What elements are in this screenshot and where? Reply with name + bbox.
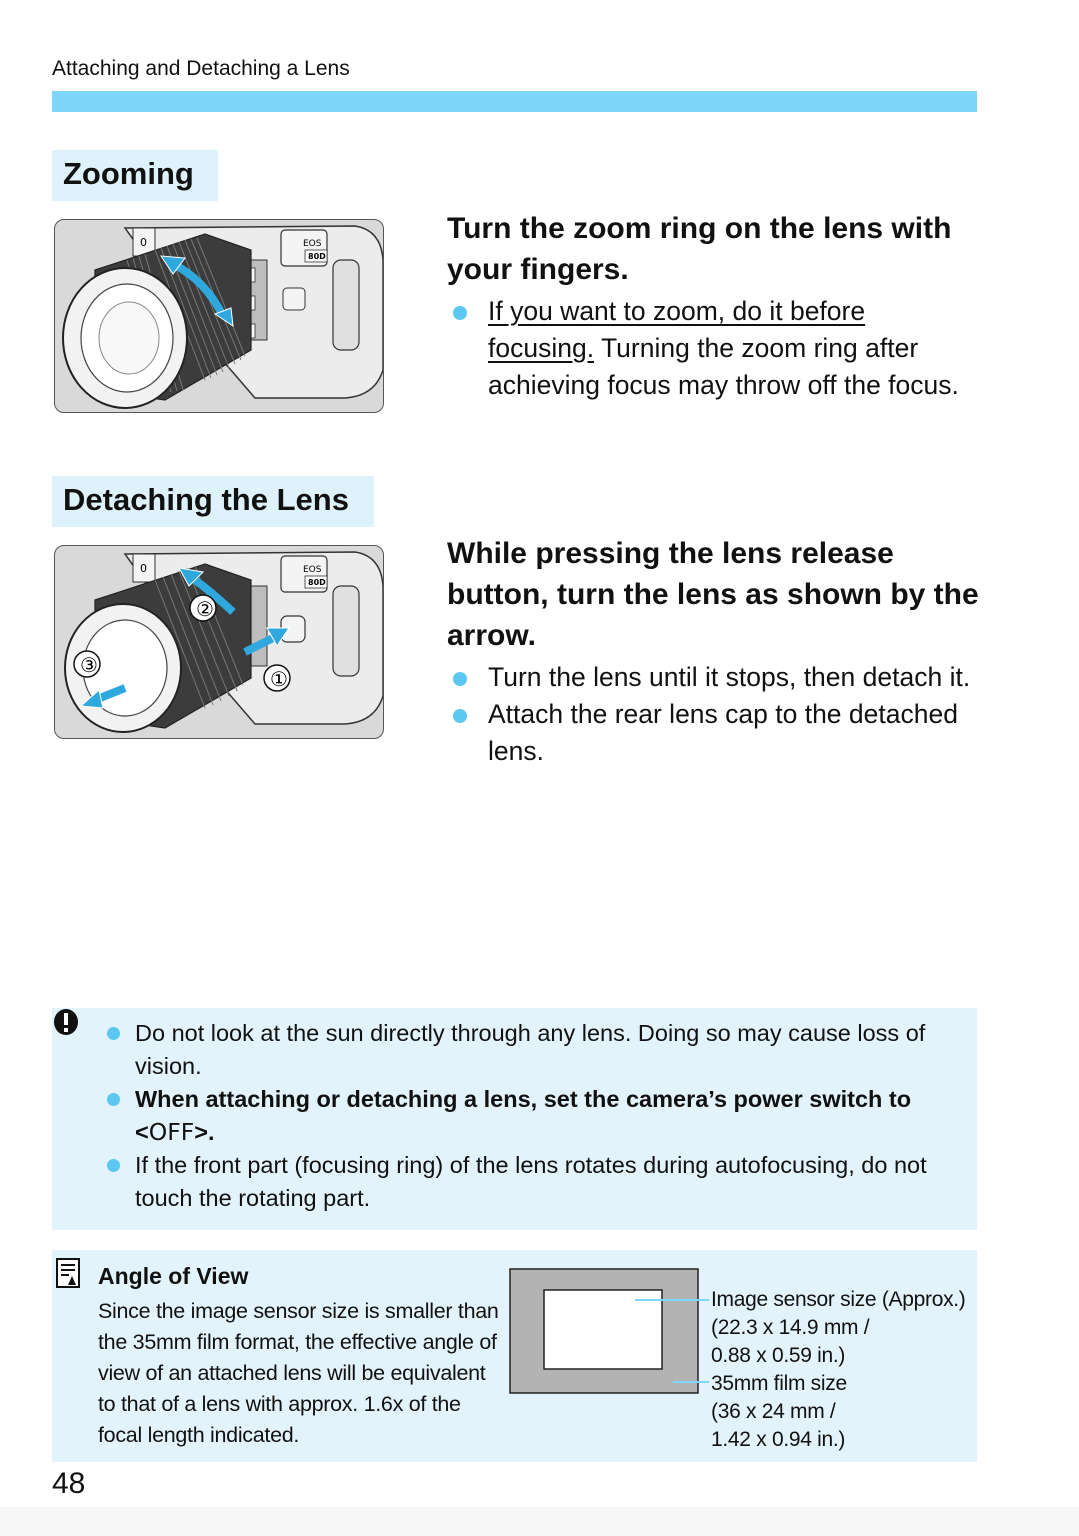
memo-icon: [56, 1258, 82, 1290]
sensor-size-dims-mm: (22.3 x 14.9 mm /: [711, 1316, 870, 1339]
power-off-symbol: OFF: [148, 1118, 195, 1146]
camera-model: 80D: [308, 252, 326, 261]
note-body: Since the image sensor size is smaller than the 35mm film format, the effective angle of view of an attached lens will be equivalent to that of a lens with approx. 1.6x of the focal length indicated.: [98, 1299, 499, 1447]
list-item: [447, 696, 972, 770]
caution-bullet-list: [52, 1017, 957, 1215]
callout-label-3: ③: [80, 653, 98, 677]
bullet-dot-icon: [453, 306, 467, 320]
mode-dial-label: 0: [140, 236, 147, 249]
zoom-step-title: Turn the zoom ring on the lens with your fingers.: [447, 212, 952, 286]
mode-dial-label: 0: [140, 562, 147, 575]
zoom-bullet-underlined: If you want to zoom, do it before focusing.: [488, 296, 866, 363]
caution-bullet-text: Do not look at the sun directly through any lens. Doing so may cause loss of vision.: [135, 1020, 926, 1079]
zoom-illustration: [54, 219, 384, 413]
zoom-bullet-list: [447, 293, 972, 404]
list-item: [447, 293, 972, 404]
film-size-label: 35mm film size: [711, 1372, 847, 1395]
caution-bullet-text: If the front part (focusing ring) of the lens rotates during autofocusing, do not touch the rotating part.: [135, 1152, 927, 1211]
detach-bullet-text: Turn the lens until it stops, then detach it.: [488, 662, 971, 692]
film-size-dims-mm: (36 x 24 mm /: [711, 1400, 836, 1423]
detach-bullet-list: [447, 659, 972, 770]
bullet-dot-icon: [107, 1093, 120, 1106]
note-title: Angle of View: [98, 1263, 249, 1289]
camera-brand: EOS: [303, 239, 322, 249]
camera-model: 80D: [308, 578, 326, 587]
header-rule: [52, 91, 977, 112]
bullet-dot-icon: [107, 1027, 120, 1040]
callout-label-1: ①: [270, 667, 288, 691]
bullet-dot-icon: [453, 709, 467, 723]
page-number: 48: [52, 1467, 86, 1500]
sensor-size-legend: [711, 1286, 966, 1454]
camera-brand: EOS: [303, 565, 322, 575]
detach-bullet-text: Attach the rear lens cap to the detached lens.: [488, 699, 958, 766]
sensor-size-diagram: [509, 1268, 709, 1396]
caution-bold-suffix: >.: [194, 1119, 215, 1145]
caution-bold-text: When attaching or detaching a lens, set the camera’s power switch to <: [135, 1086, 912, 1145]
page-footer-band: [0, 1507, 1079, 1536]
section-title-zooming: Zooming: [52, 150, 218, 201]
bullet-dot-icon: [107, 1159, 120, 1172]
film-size-dims-in: 1.42 x 0.94 in.): [711, 1428, 846, 1451]
caution-panel: [52, 1008, 977, 1230]
sensor-size-label: Image sensor size (Approx.): [711, 1288, 966, 1311]
detach-illustration: [54, 545, 384, 739]
sensor-frame: [544, 1290, 662, 1369]
bullet-dot-icon: [453, 672, 467, 686]
list-item: [52, 1149, 957, 1215]
list-item: [447, 659, 972, 696]
zoom-bullet-text: Turning the zoom ring after achieving focus may throw off the focus.: [488, 333, 959, 400]
sensor-size-dims-in: 0.88 x 0.59 in.): [711, 1344, 846, 1367]
section-title-detaching: Detaching the Lens: [52, 476, 374, 527]
running-header: Attaching and Detaching a Lens: [52, 57, 350, 80]
callout-label-2: ②: [196, 597, 214, 621]
detach-step-title: While pressing the lens release button, turn the lens as shown by the arrow.: [447, 537, 979, 652]
list-item: [52, 1083, 957, 1149]
list-item: [52, 1017, 957, 1083]
